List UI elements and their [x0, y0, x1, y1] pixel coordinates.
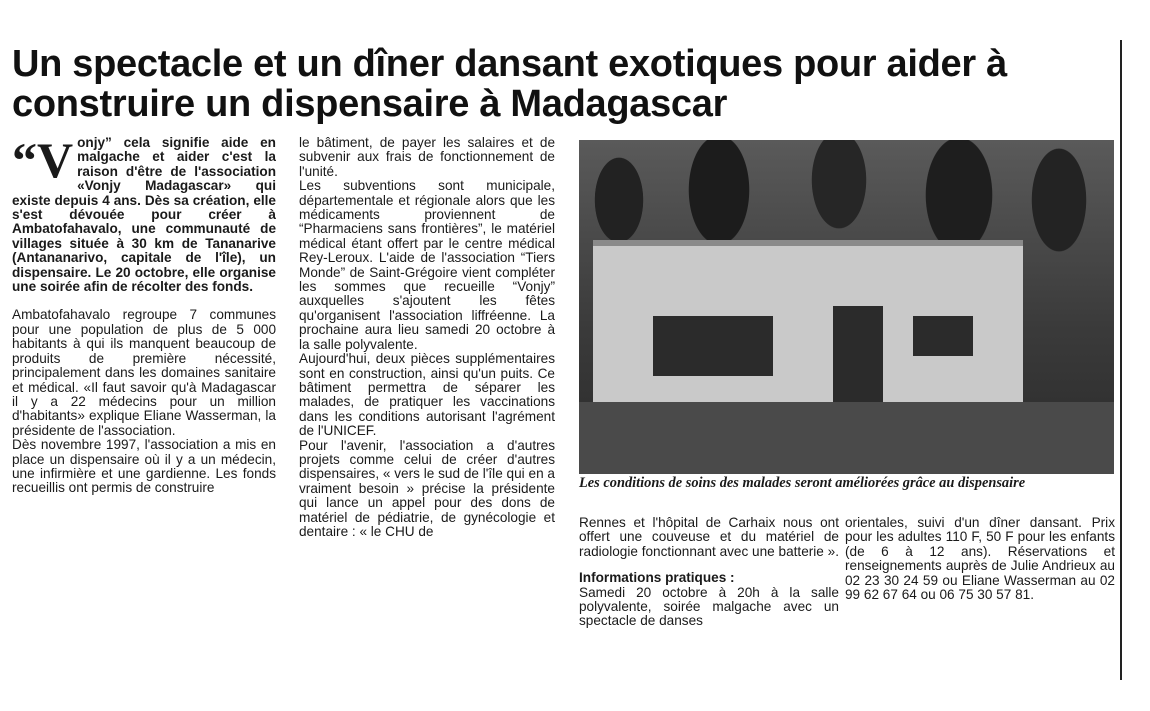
column-rule: [1120, 40, 1122, 680]
article-column-2: [299, 136, 555, 539]
body-paragraph-2: Dès novembre 1997, l'association a mis en place un dispensaire où il y a un médecin, une infirmière et une gardienne. Les fonds recueillis ont permis de construire: [12, 437, 276, 496]
photo-door: [833, 306, 883, 406]
article-column-1: [12, 132, 276, 496]
info-text: Samedi 20 octobre à 20h à la salle polyvalente, soirée malgache avec un spectacle de danses: [579, 584, 839, 629]
intro-text: onjy” cela signifie aide en malgache et aider c'est la raison d'être de l'association «Vonjy Madagascar» qui existe depuis 4 ans. Dès sa création, elle s'est dévouée pour créer à Ambatofahavalo, une communauté de villages située à 30 km de Tananarive (Antananarivo, capitale de l'île), un dispensaire. Le 20 octobre, elle organise une soirée afin de récolter des fonds.: [12, 135, 276, 295]
headline: Un spectacle et un dîner dansant exotiques pour aider à construire un dispensaire à Madagascar: [12, 43, 1007, 125]
photo-ground: [579, 402, 1114, 474]
photo-window-2: [913, 316, 973, 356]
body-paragraph-6: Pour l'avenir, l'association a d'autres projets comme celui de créer d'autres dispensaires, « vers le sud de l'île qui en a vraiment besoin » précise la présidente qui lance un appel pour des dons de matériel de pédiatrie, de gynécologie et dentaire : « le CHU de: [299, 437, 555, 539]
body-paragraph-7: Rennes et l'hôpital de Carhaix nous ont offert une couveuse et du matériel de radiologie fonctionnant avec une batterie ».: [579, 515, 839, 559]
info-title: Informations pratiques :: [579, 570, 735, 586]
article-column-3: [579, 516, 839, 629]
body-paragraph-4: Les subventions sont municipale, départementale et régionale alors que les médicaments proviennent de “Pharmaciens sans frontières”, le matériel médical étant offert par le centre médical Rey-Leroux. L'aide de l'association “Tiers Monde” de Saint-Grégoire vient compléter les sommes que recueille “Vonjy” auxquelles s'ajoutent les fêtes qu'organisent l'association liffréenne. La prochaine aura lieu samedi 20 octobre à la salle polyvalente.: [299, 178, 555, 352]
photo-building: [593, 240, 1023, 406]
intro-paragraph: [12, 132, 276, 295]
body-paragraph-1: Ambatofahavalo regroupe 7 communes pour une population de plus de 5 000 habitants à qui ils manquent beaucoup de produits de première nécessité, principalement dans les domaines sanitaire et médical. «Il faut savoir qu'à Madagascar il y a 22 médecins pour un million d'habitants» explique Eliane Wasserman, la présidente de l'association.: [12, 307, 276, 438]
dropcap: “V: [12, 132, 74, 188]
photo-window: [653, 316, 773, 376]
photo-caption: Les conditions de soins des malades seront améliorées grâce au dispensaire: [579, 475, 1026, 491]
article-column-4: [845, 516, 1115, 602]
body-paragraph-8: orientales, suivi d'un dîner dansant. Prix pour les adultes 110 F, 50 F pour les enfants (de 6 à 12 ans). Réservations et renseignements auprès de Julie Andrieux au 02 23 30 24 59 ou Eliane Wasserman au 02 99 62 67 64 ou 06 75 30 57 81.: [845, 515, 1115, 603]
body-paragraph-3: le bâtiment, de payer les salaires et de subvenir aux frais de fonctionnement de l'unité.: [299, 135, 555, 179]
info-section: [579, 571, 839, 629]
body-paragraph-5: Aujourd'hui, deux pièces supplémentaires sont en construction, ainsi qu'un puits. Ce bâtiment permettra de séparer les malades, de pratiquer les vaccinations dans les conditions autorisant l'agrément de l'UNICEF.: [299, 351, 555, 439]
dispensary-photo: [579, 140, 1114, 474]
